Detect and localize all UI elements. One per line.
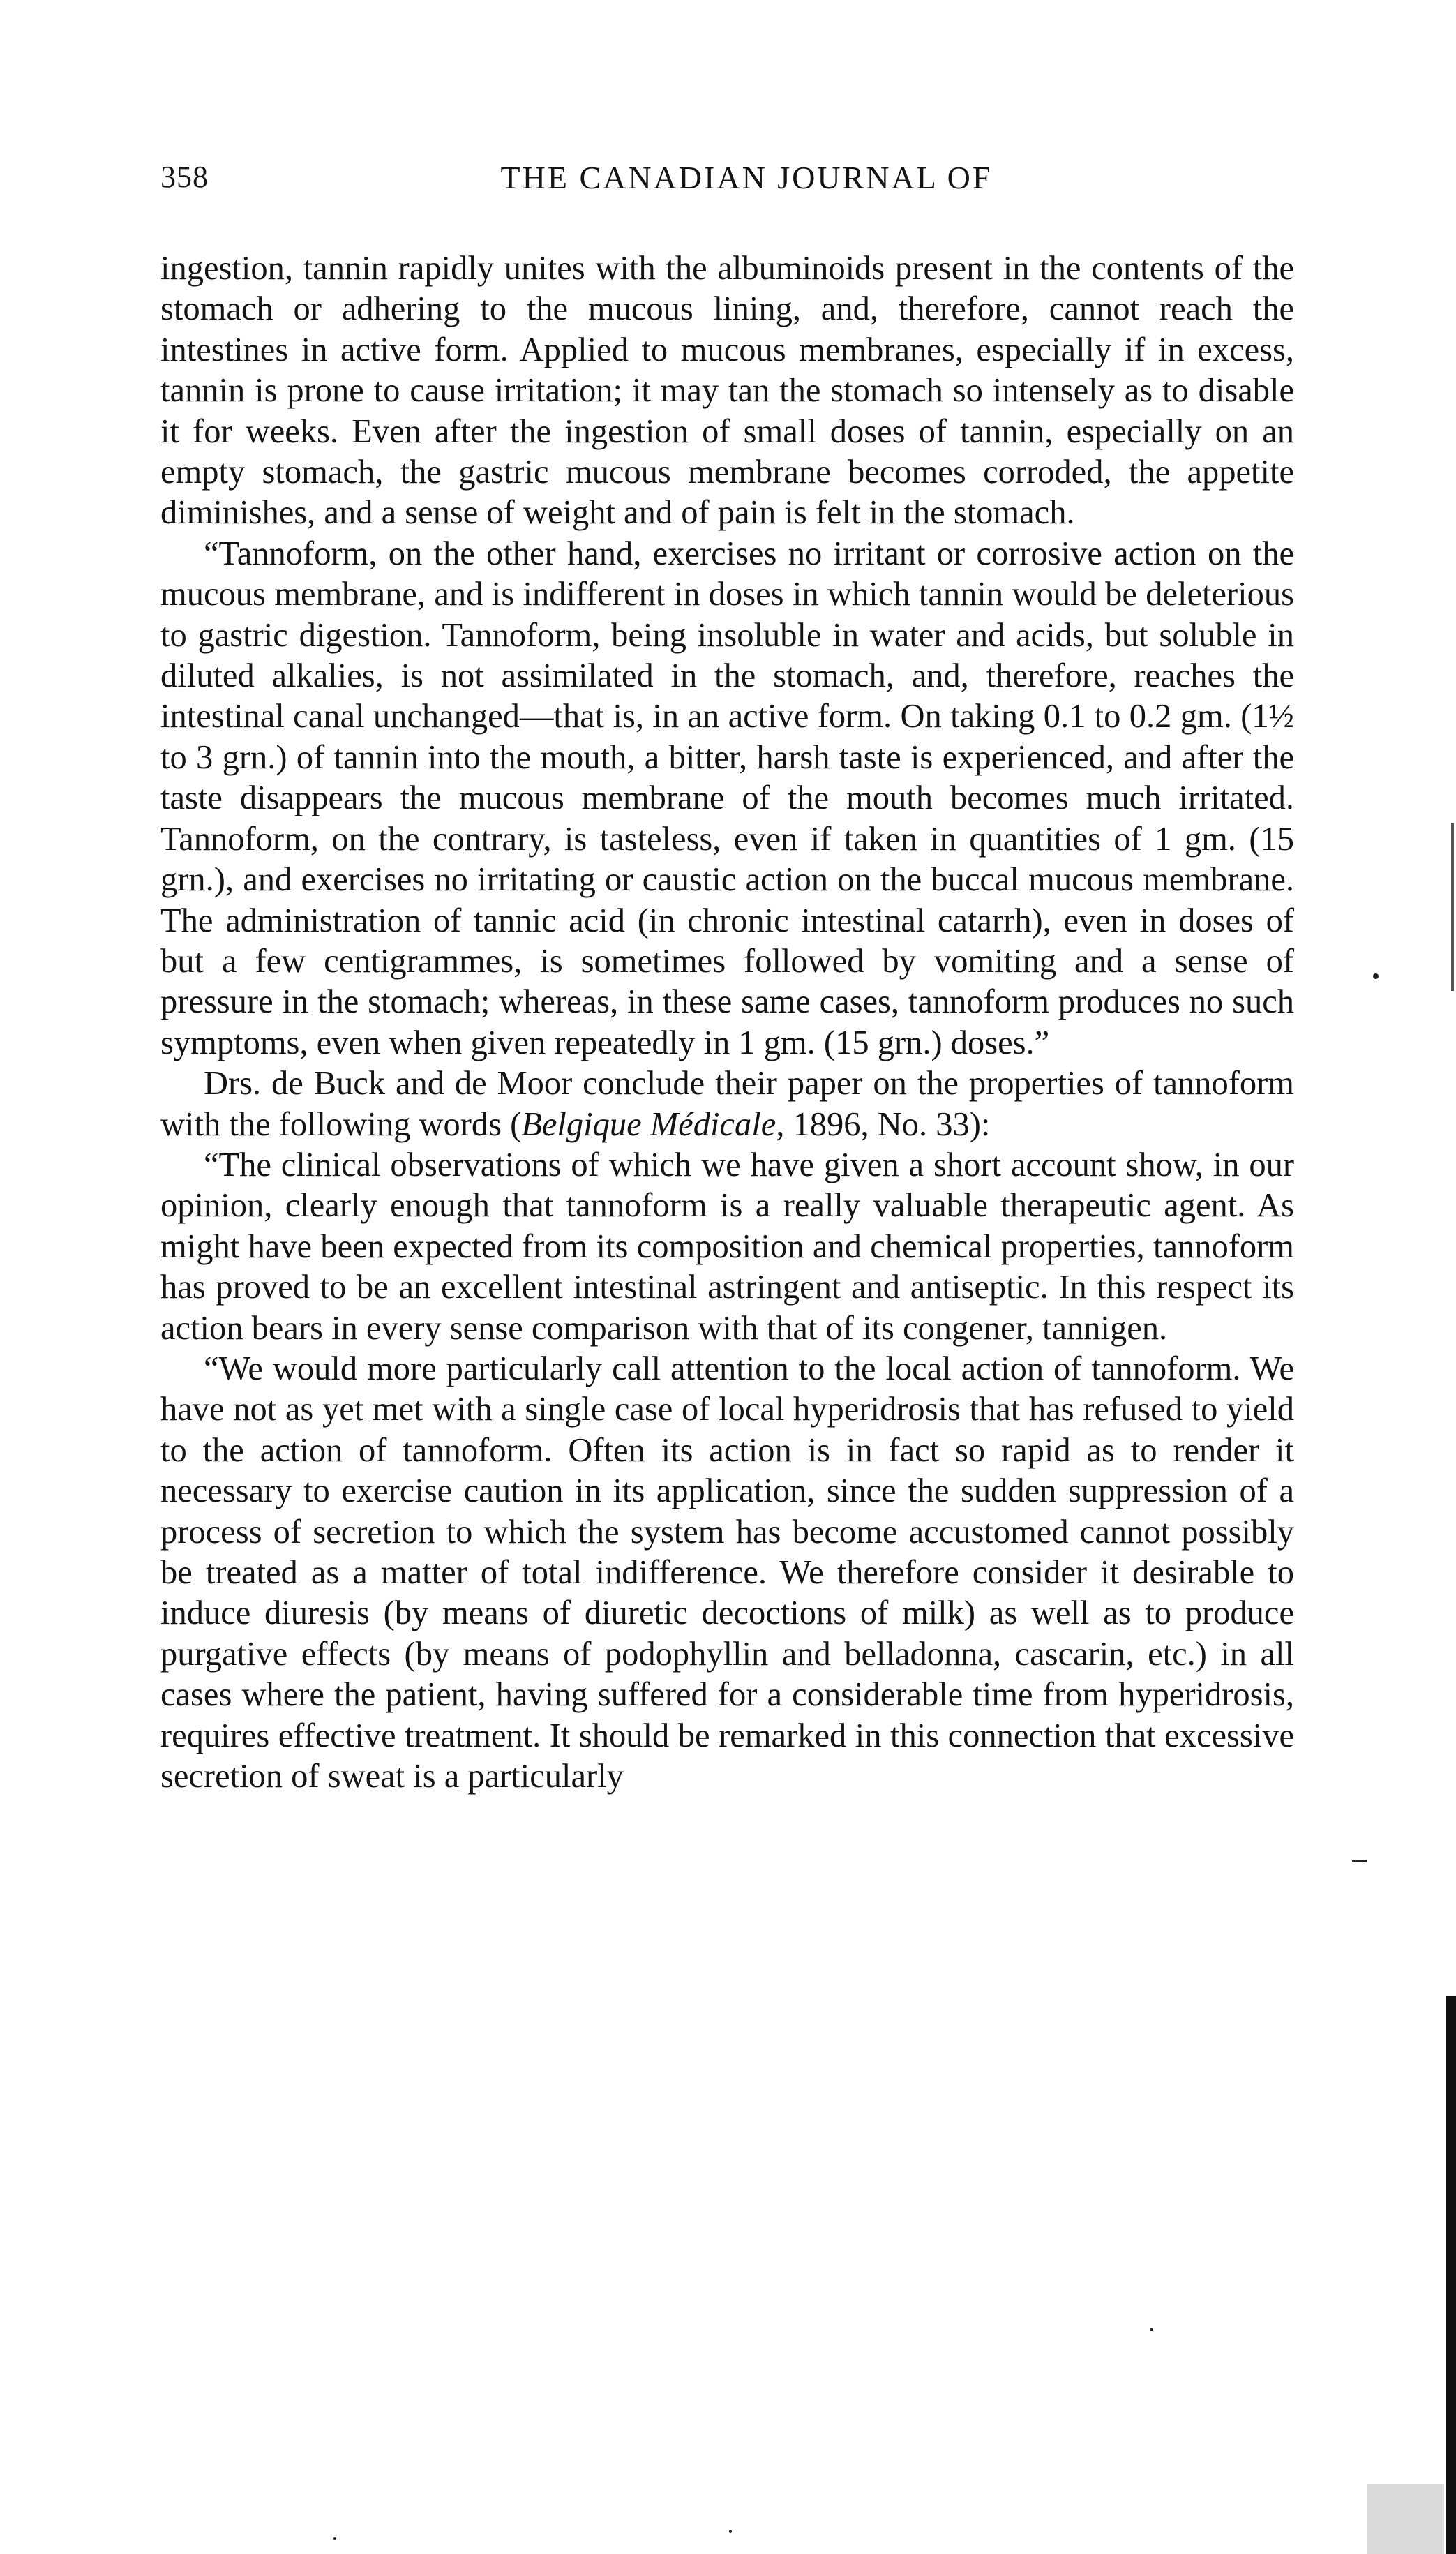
paragraph-5: “We would more particularly call attention to the local action of tannoform. We have not as yet met with a single case of local hyperidrosis that has refused to yield to the action of tannoform. Often its action is in fact so rapid as to render it necessary to exercise caution in its application, since the sudden suppression of a process of secretion to which the system has become accustomed cannot possibly be treated as a matter of total indifference. We therefore consider it desirable to induce diuresis (by means of diuretic decoctions of milk) as well as to produce purgative effects (by means of podophyllin and belladonna, cascarin, etc.) in all cases where the patient, having suffered for a considerable time from hyperidrosis, requires effective treatment. It should be remarked in this connection that excessive secretion of sweat is a particularly (160, 1350, 1294, 1795)
scan-edge-shadow (1446, 1996, 1456, 2554)
citation-journal: Belgique Médicale, (521, 1105, 785, 1143)
paragraph-1: ingestion, tannin rapidly unites with the albuminoids present in the contents of the stomach or adhering to the mucous lining, and, therefore, cannot reach the intestines in active form. Applied to mucous membranes, especially if in excess, tannin is prone to cause irritation; it may tan the stomach so intensely as to disable it for weeks. Even after the ingestion of small doses of tannin, especially on an empty stomach, the gastric mucous membrane becomes corroded, the appetite diminishes, and a sense of weight and of pain is felt in the stomach. (160, 250, 1294, 532)
paragraph-3-lead: Drs. de Buck and de Moor conclude their paper on the properties of tannoform with the following words ( (160, 1065, 1294, 1143)
article-body (160, 248, 1294, 1797)
scan-speck (333, 2537, 336, 2540)
paragraph-3-tail: 1896, No. 33): (784, 1105, 991, 1143)
scan-corner-smudge (1367, 2484, 1444, 2554)
paragraph-4: “The clinical observations of which we have given a short account show, in our opinion, clearly enough that tannoform is a really valuable therapeutic agent. As might have been expected from its composition and chemical properties, tannoform has proved to be an excellent intestinal astringent and antiseptic. In this respect its action bears in every sense comparison with that of its congener, tannigen. (160, 1146, 1294, 1347)
scan-edge-shadow-upper (1451, 823, 1454, 991)
running-title: THE CANADIAN JOURNAL OF (500, 160, 993, 195)
page-number: 358 (160, 160, 209, 194)
paragraph-2: “Tannoform, on the other hand, exercises no irritant or corrosive action on the mucous membrane, and is indifferent in doses in which tannin would be deleterious to gastric digestion. Tannoform, being insoluble in water and acids, but soluble in diluted alkalies, is not assimilated in the stomach, and, therefore, reaches the intestinal canal unchanged—that is, in an active form. On taking 0.1 to 0.2 gm. (1½ to 3 grn.) of tannin into the mouth, a bitter, harsh taste is experienced, and after the taste disappears the mucous membrane of the mouth becomes much irritated. Tannoform, on the contrary, is tasteless, even if taken in quantities of 1 gm. (15 grn.), and exercises no irritating or caustic action on the buccal mucous membrane. The administration of tannic acid (in chronic intestinal catarrh), even in doses of but a few centigrammes, is sometimes followed by vomiting and a sense of pressure in the stomach; whereas, in these same cases, tannoform produces no such symptoms, even when given repeatedly in 1 gm. (15 grn.) doses.” (160, 535, 1294, 1061)
scan-speck (1352, 1860, 1367, 1862)
scan-speck (729, 2530, 732, 2533)
page-header (160, 159, 1291, 208)
scan-speck (1150, 2328, 1153, 2331)
scan-speck (1373, 973, 1379, 979)
paragraph-3 (160, 1063, 1294, 1145)
